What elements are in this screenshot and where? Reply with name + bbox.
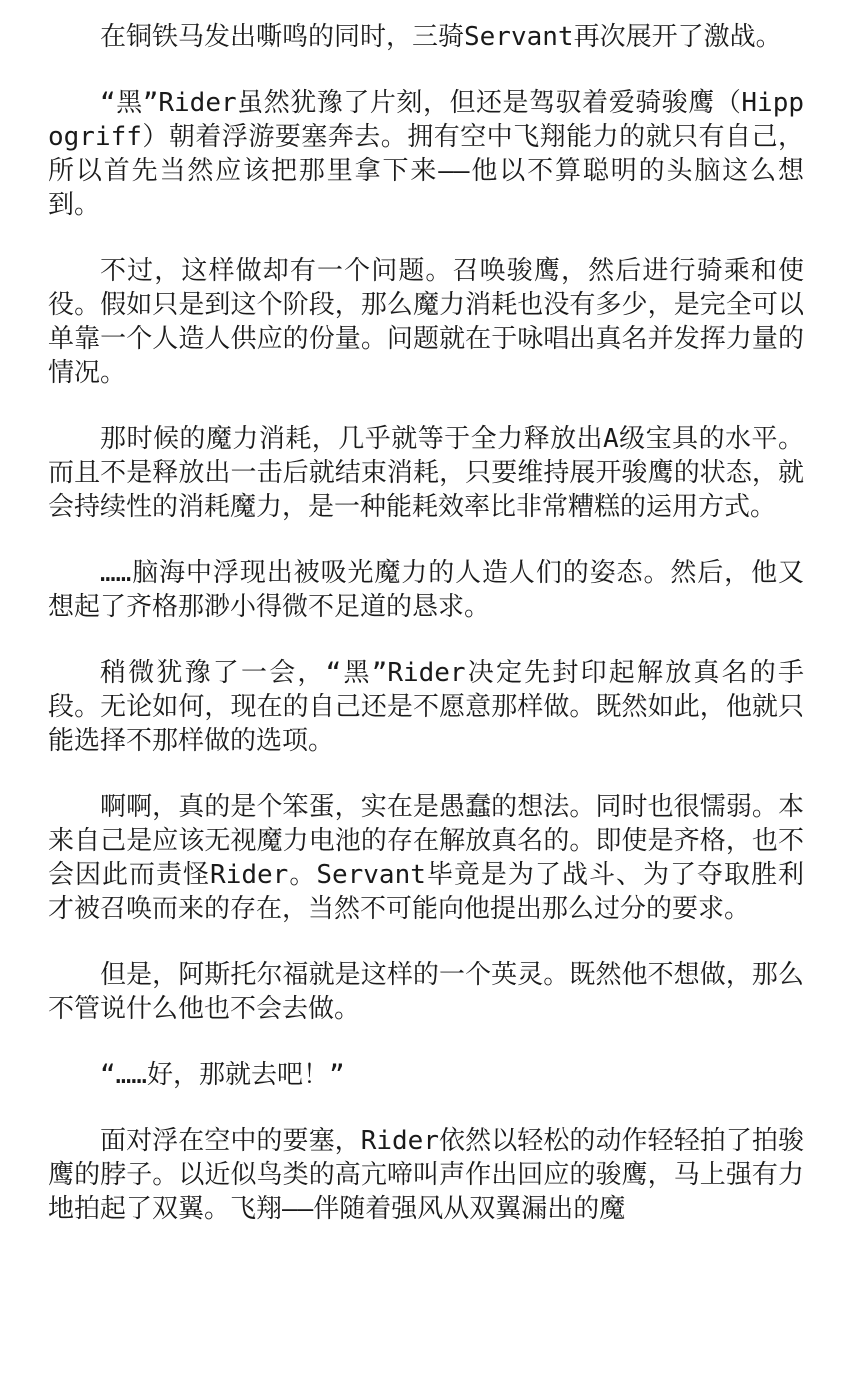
paragraph: “……好，那就去吧！” [100,1060,345,1090]
paragraph: 啊啊，真的是个笨蛋，实在是愚蠢的想法。同时也很懦弱。本来自己是应该无视魔力电池的存在解放真名的。即使是齐格，也不会因此而责怪Rider。Servant毕竟是为了战斗、为了夺取胜利才被召唤而来的存在，当然不可能向他提出那么过分的要求。 [48,792,804,924]
paragraph: 在铜铁马发出嘶鸣的同时，三骑Servant再次展开了激战。 [100,22,782,52]
paragraph: 但是，阿斯托尔福就是这样的一个英灵。既然他不想做，那么不管说什么他也不会去做。 [48,960,804,1024]
paragraph: 那时候的魔力消耗，几乎就等于全力释放出A级宝具的水平。而且不是释放出一击后就结束消耗，只要维持展开骏鹰的状态，就会持续性的消耗魔力，是一种能耗效率比非常糟糕的运用方式。 [48,424,804,522]
paragraph: 面对浮在空中的要塞，Rider依然以轻松的动作轻轻拍了拍骏鹰的脖子。以近似鸟类的高亢啼叫声作出回应的骏鹰，马上强有力地拍起了双翼。飞翔——伴随着强风从双翼漏出的魔 [48,1126,804,1224]
paragraph: 稍微犹豫了一会，“黑”Rider决定先封印起解放真名的手段。无论如何，现在的自己还是不愿意那样做。既然如此，他就只能选择不那样做的选项。 [48,658,804,756]
paragraph: ……脑海中浮现出被吸光魔力的人造人们的姿态。然后，他又想起了齐格那渺小得微不足道的恳求。 [48,558,804,622]
paragraph: “黑”Rider虽然犹豫了片刻，但还是驾驭着爱骑骏鹰（Hippogriff）朝着浮游要塞奔去。拥有空中飞翔能力的就只有自己，所以首先当然应该把那里拿下来——他以不算聪明的头脑这么想到。 [48,88,804,220]
paragraph: 不过，这样做却有一个问题。召唤骏鹰，然后进行骑乘和使役。假如只是到这个阶段，那么魔力消耗也没有多少，是完全可以单靠一个人造人供应的份量。问题就在于咏唱出真名并发挥力量的情况。 [48,256,804,388]
